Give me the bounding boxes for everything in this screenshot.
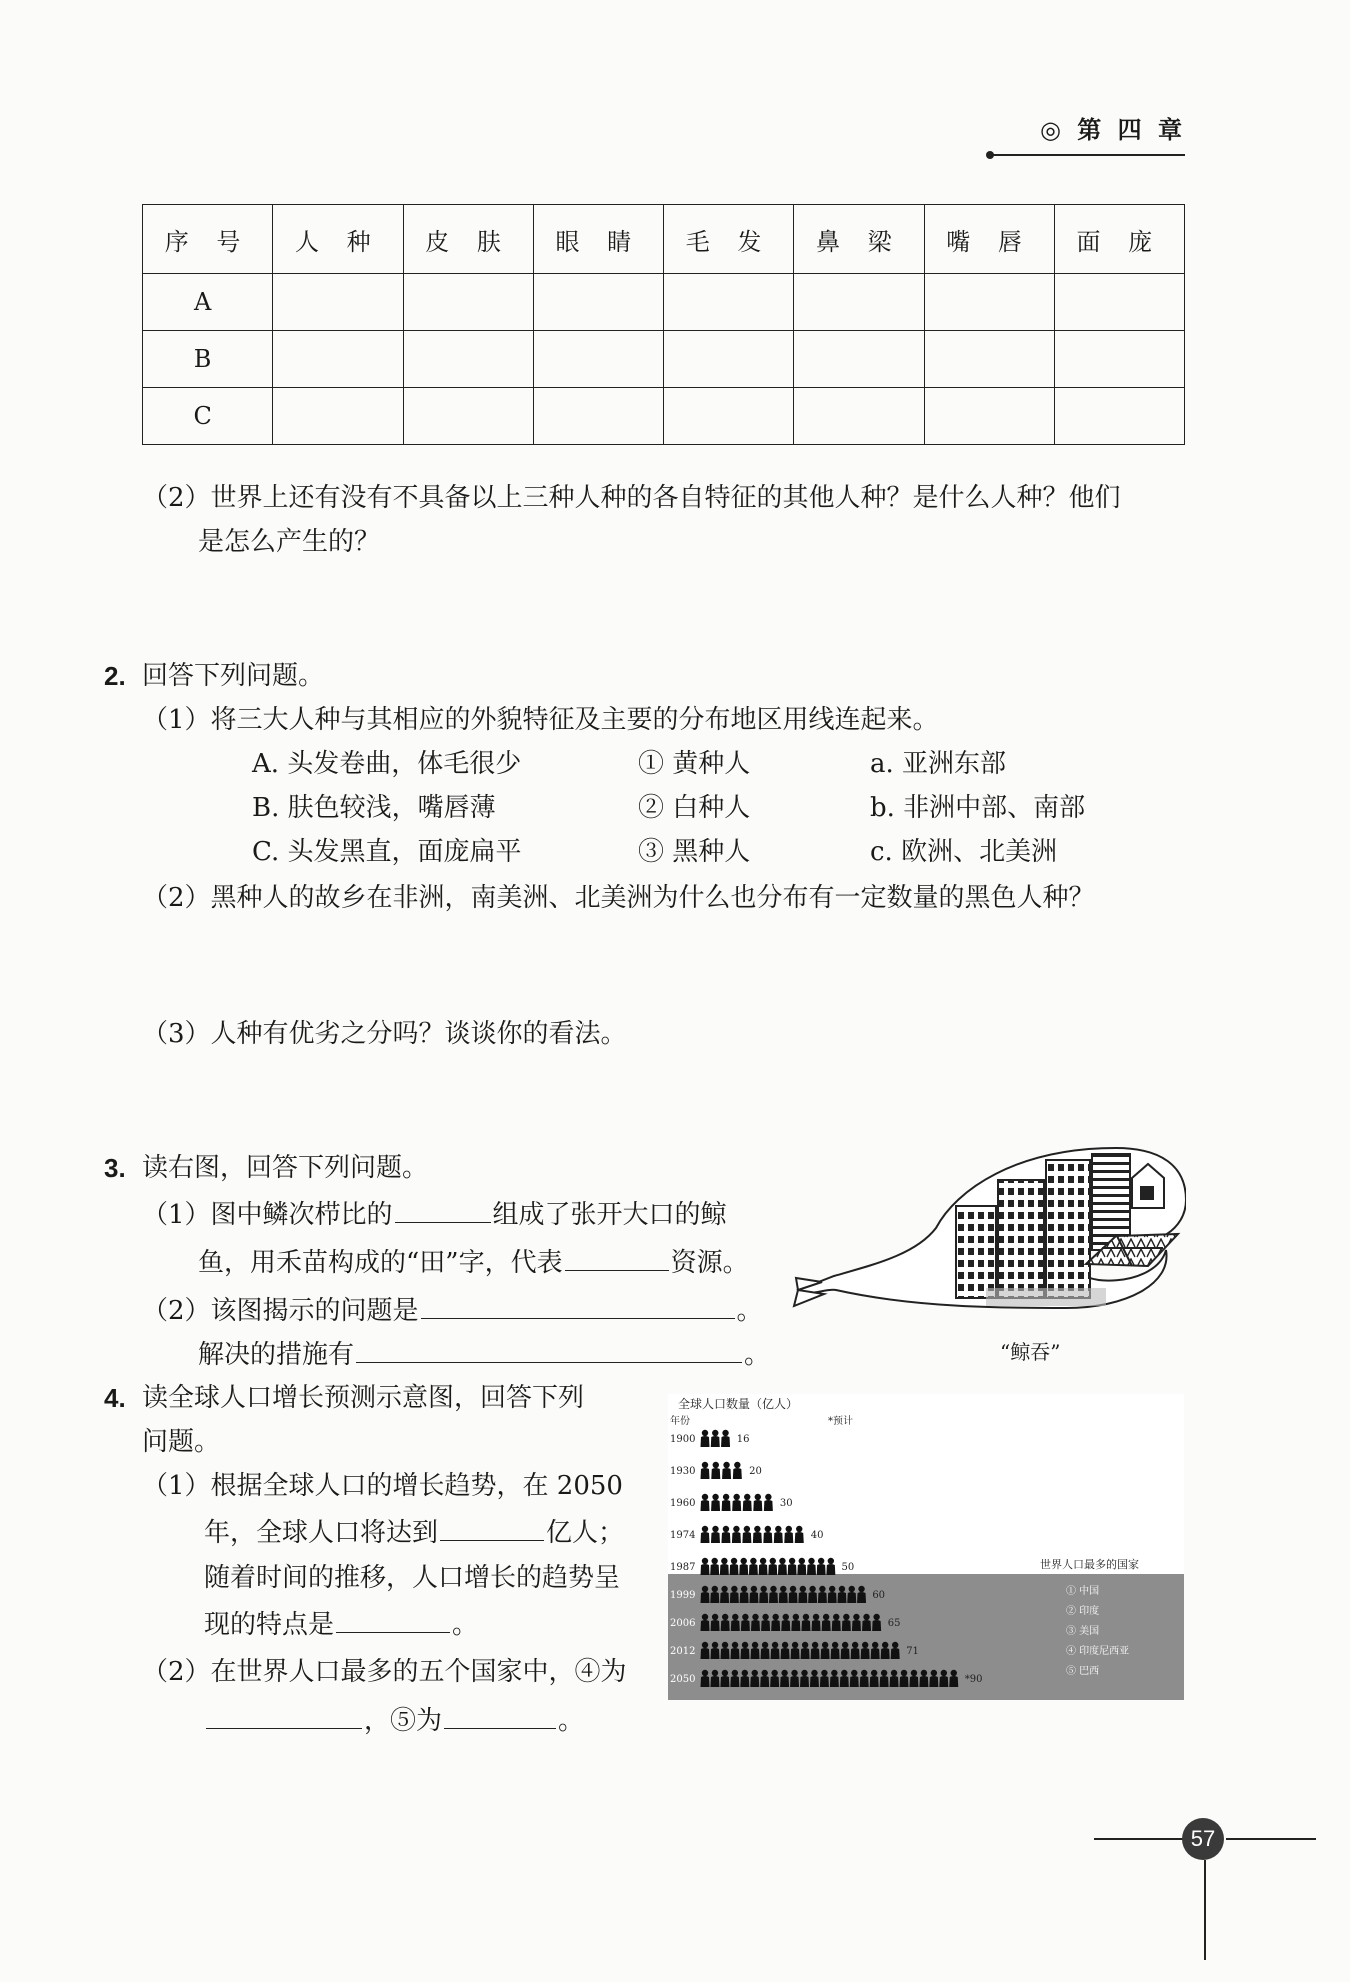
year-tick-label: 2006 <box>670 1618 696 1629</box>
region-c: c. 欧洲、北美洲 <box>870 837 1058 867</box>
q4-title-line1: 读全球人口增长预测示意图，回答下列 <box>142 1383 585 1413</box>
answer-blank[interactable] <box>565 1240 669 1271</box>
region-a: a. 亚洲东部 <box>870 749 1007 779</box>
table-cell[interactable] <box>924 274 1054 331</box>
q4-part2-text-b: ，⑤为 <box>364 1706 443 1736</box>
table-header-cell: 序 号 <box>143 205 273 274</box>
table-header-cell: 人 种 <box>273 205 403 274</box>
table-cell[interactable] <box>403 331 533 388</box>
table-row <box>143 331 1185 388</box>
q4-title-line2: 问题。 <box>142 1427 221 1457</box>
q3-part2-end: 。 <box>736 1296 763 1326</box>
q3-part2-text-b: 解决的措施有 <box>198 1340 355 1370</box>
year-tick-label: 1960 <box>670 1498 696 1509</box>
chart-title: 全球人口数量（亿人） <box>678 1397 799 1411</box>
table-row <box>143 274 1185 331</box>
answer-blank[interactable] <box>440 1510 544 1541</box>
population-chart <box>668 1394 1184 1700</box>
q3-part2-end2: 。 <box>744 1340 771 1370</box>
year-tick-label: 1930 <box>670 1466 696 1477</box>
table-row-label: A <box>143 274 273 331</box>
race-white: ② 白种人 <box>638 793 751 823</box>
answer-blank[interactable] <box>356 1332 742 1363</box>
population-bar <box>701 1430 731 1447</box>
year-tick-label: 2050 <box>670 1674 696 1685</box>
q4-part1-line1: （1）根据全球人口的增长趋势，在 2050 <box>142 1471 623 1501</box>
table-cell[interactable] <box>1054 388 1184 445</box>
q3-number: 3. <box>104 1153 126 1183</box>
year-tick-label: 2012 <box>670 1646 696 1657</box>
table-row-label: C <box>143 388 273 445</box>
table-cell[interactable] <box>664 274 794 331</box>
year-tick-label: 1974 <box>670 1530 696 1541</box>
table-cell[interactable] <box>794 274 924 331</box>
q3-part1-line2 <box>198 1240 749 1285</box>
table-header-row <box>143 205 1185 274</box>
year-tick-label: 1999 <box>670 1590 696 1601</box>
feature-a: A. 头发卷曲，体毛很少 <box>252 749 522 779</box>
q1-part2-line1: （2）世界上还有没有不具备以上三种人种的各自特征的其他人种？是什么人种？他们 <box>142 483 1121 513</box>
legend-entry: ④ 印度尼西亚 <box>1066 1646 1130 1657</box>
footer-rule-vertical <box>1204 1860 1206 1960</box>
table-cell[interactable] <box>273 274 403 331</box>
footer-rule-left <box>1094 1838 1184 1840</box>
q4-part1-line4 <box>204 1602 478 1647</box>
table-header-cell: 毛 发 <box>664 205 794 274</box>
table-cell[interactable] <box>794 331 924 388</box>
bar-value-label: 71 <box>906 1646 919 1657</box>
q3-part1-text-b: 组成了张开大口的鲸 <box>492 1200 727 1230</box>
table-header-cell: 眼 睛 <box>533 205 663 274</box>
table-cell[interactable] <box>664 331 794 388</box>
table-header-cell: 面 庞 <box>1054 205 1184 274</box>
race-black: ③ 黑种人 <box>638 837 751 867</box>
q4-part1-text-b: 年，全球人口将达到 <box>204 1518 439 1548</box>
legend-entry: ③ 美国 <box>1066 1626 1100 1637</box>
q3-part2-line2 <box>198 1332 770 1377</box>
table-cell[interactable] <box>1054 331 1184 388</box>
page-number-badge <box>1182 1818 1224 1860</box>
population-bar <box>701 1586 867 1603</box>
feature-c: C. 头发黑直，面庞扁平 <box>252 837 522 867</box>
table-cell[interactable] <box>1054 274 1184 331</box>
bar-value-label: 40 <box>810 1530 824 1541</box>
q4-part1-text-d2: 。 <box>452 1610 479 1640</box>
q2-number: 2. <box>104 661 126 691</box>
table-cell[interactable] <box>403 274 533 331</box>
bar-value-label: 65 <box>887 1618 901 1629</box>
table-header-cell: 鼻 梁 <box>794 205 924 274</box>
chart-ylabel: 年份 <box>670 1416 690 1427</box>
chapter-header: ◎ 第 四 章 <box>1040 115 1187 144</box>
q1-part2-line2: 是怎么产生的？ <box>198 527 381 557</box>
answer-blank[interactable] <box>395 1192 491 1223</box>
bar-value-label: 60 <box>872 1590 886 1601</box>
q3-part2-text-a: （2）该图揭示的问题是 <box>142 1296 419 1326</box>
table-cell[interactable] <box>533 331 663 388</box>
q3-part2-line1 <box>142 1288 763 1333</box>
whale-caption: “鲸吞” <box>1000 1340 1061 1364</box>
q4-part1-line2 <box>204 1510 624 1555</box>
legend-entry: ⑤ 巴西 <box>1066 1666 1100 1677</box>
race-feature-table <box>142 204 1185 445</box>
bar-value-label: 20 <box>749 1466 762 1477</box>
feature-b: B. 肤色较浅，嘴唇薄 <box>252 793 496 823</box>
table-cell[interactable] <box>273 331 403 388</box>
q4-part1-text-d: 现的特点是 <box>204 1610 335 1640</box>
page-number: 57 <box>1190 1826 1216 1851</box>
q4-part2-line2 <box>204 1698 584 1743</box>
footer-rule-right <box>1226 1838 1316 1840</box>
table-cell[interactable] <box>664 388 794 445</box>
answer-blank[interactable] <box>206 1698 362 1729</box>
q3-title: 读右图，回答下列问题。 <box>142 1153 429 1183</box>
table-header-cell: 嘴 唇 <box>924 205 1054 274</box>
q2-part3: （3）人种有优劣之分吗？谈谈你的看法。 <box>142 1019 627 1049</box>
q3-part1-text-d: 资源。 <box>670 1248 749 1278</box>
region-b: b. 非洲中部、南部 <box>870 793 1086 823</box>
race-yellow: ① 黄种人 <box>638 749 751 779</box>
table-row <box>143 388 1185 445</box>
table-cell[interactable] <box>273 388 403 445</box>
table-cell[interactable] <box>794 388 924 445</box>
answer-blank[interactable] <box>444 1698 556 1729</box>
q3-part1-line1 <box>142 1192 727 1237</box>
table-cell[interactable] <box>403 388 533 445</box>
q3-part1-text-a: （1）图中鳞次栉比的 <box>142 1200 393 1230</box>
table-header-cell: 皮 肤 <box>403 205 533 274</box>
q4-number: 4. <box>104 1383 126 1413</box>
chart-note: *预计 <box>828 1416 853 1427</box>
bar-value-label: 16 <box>736 1434 750 1445</box>
table-cell[interactable] <box>924 331 1054 388</box>
legend-title: 世界人口最多的国家 <box>1040 1558 1139 1571</box>
legend-entry: ① 中国 <box>1066 1586 1100 1597</box>
year-tick-label: 1987 <box>670 1562 696 1573</box>
q4-part2-line1: （2）在世界人口最多的五个国家中，④为 <box>142 1657 627 1687</box>
bar-value-label: 50 <box>841 1562 855 1573</box>
legend-entry: ② 印度 <box>1066 1606 1100 1617</box>
q4-part2-end: 。 <box>558 1706 585 1736</box>
table-cell[interactable] <box>533 274 663 331</box>
table-row-label: B <box>143 331 273 388</box>
answer-blank[interactable] <box>336 1602 450 1633</box>
q4-part1-line3: 随着时间的推移，人口增长的趋势呈 <box>204 1563 621 1593</box>
bar-value-label: *90 <box>964 1674 983 1685</box>
table-cell[interactable] <box>533 388 663 445</box>
bar-value-label: 30 <box>779 1498 793 1509</box>
whale-illustration <box>786 1138 1186 1318</box>
q2-part1: （1）将三大人种与其相应的外貌特征及主要的分布地区用线连起来。 <box>142 705 939 735</box>
header-rule-dot <box>986 151 994 159</box>
table-cell[interactable] <box>924 388 1054 445</box>
q4-part1-text-b2: 亿人； <box>546 1518 625 1548</box>
q3-part1-text-c: 鱼，用禾苗构成的“田”字，代表 <box>198 1248 563 1278</box>
year-tick-label: 1900 <box>670 1434 696 1445</box>
answer-blank[interactable] <box>421 1288 735 1319</box>
q2-title: 回答下列问题。 <box>142 661 325 691</box>
header-rule <box>990 154 1185 156</box>
q2-part2: （2）黑种人的故乡在非洲，南美洲、北美洲为什么也分布有一定数量的黑色人种？ <box>142 883 1095 913</box>
